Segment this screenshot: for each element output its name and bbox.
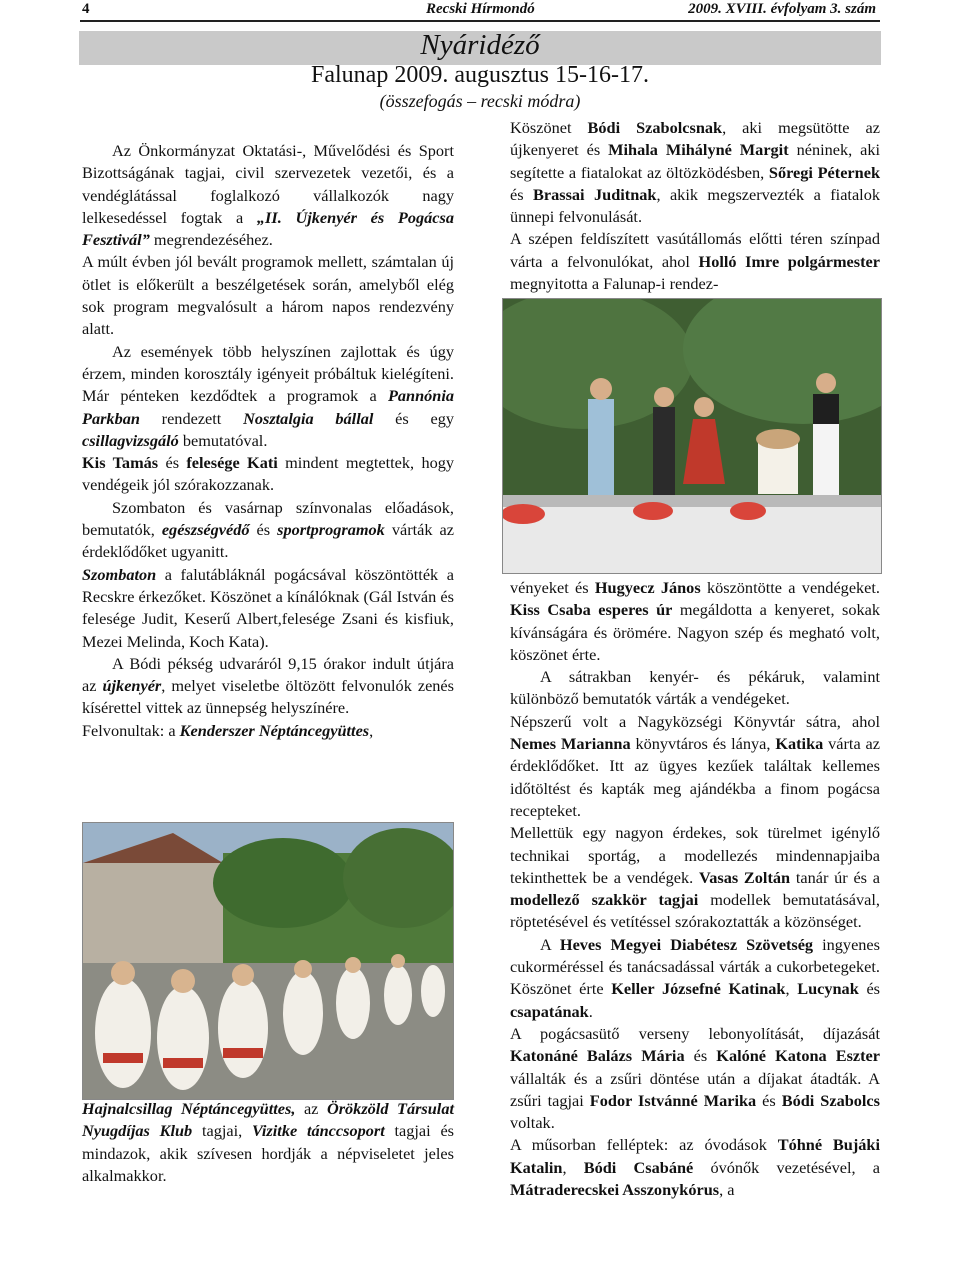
paragraph: Kis Tamás és felesége Kati mindent megtettek, hogy vendégeik jól szórakozzanak. <box>82 453 455 495</box>
paragraph: Hajnalcsillag Néptáncegyüttes, az Örökzöld Társulat Nyugdíjas Klub tagjai, Vizitke tánccsoport tagjai és mindazok, akik szívesen hordják a népviseletet jeles alkalmakkor. <box>82 1099 455 1185</box>
paragraph: A pogácsasütő verseny lebonyolítását, díjazását Katonáné Balázs Mária és Kalóné Katona Eszter vállalták és a zsűri döntése után a díjakat átadták. A zsűri tagjai Fodor Istvánné Marika és Bódi Szabolcs voltak. <box>510 1023 881 1133</box>
paragraph: A múlt évben jól bevált programok mellett, számtalan új ötlet is előkerült a beszélgetések során, amelyből elég sok program megvalósult a három napos rendezvény alatt. <box>82 252 454 339</box>
page-header <box>80 0 880 22</box>
paragraph: A műsorban felléptek: az óvodások Tóhné Bujáki Katalin, Bódi Csabáné óvónők vezetésével, a Mátraderecskei Asszonykórus, a <box>510 1135 880 1200</box>
paragraph: vényeket és Hugyecz János köszöntötte a vendégeket. Kiss Csaba esperes úr megáldotta a kenyeret, sokak kívánságára és örömére. Nagyon szép és megható volt, köszönet érte. <box>510 578 881 664</box>
paragraph: Az Önkormányzat Oktatási-, Művelődési és Sport Bizottságának tagjai, civil szervezetek vezetői, és a vendéglátással foglalkozó vállalkozók nagy lelkesedéssel fogtak a „II. Újkenyér és Pogácsa Fesztivál” megrendezéséhez. <box>82 141 454 250</box>
paragraph: A szépen feldíszített vasútállomás előtti téren színpad várta a felvonulókat, ahol Holló Imre polgármester megnyitotta a Falunap-i rendez- <box>510 229 880 294</box>
section-name: Nyáridéző <box>420 29 540 61</box>
right-column-continued <box>510 577 880 1201</box>
paragraph: Mellettük egy nagyon érdekes, sok türelmet igénylő technikai sportág, a modellezés mindennapjaiba tekinthettek be a vendégek. Vasas Zoltán tanár úr és a modellező szakkör tagjai modellek bemutatásával, röptetésével és vetítéssel szórakoztatták a közönséget. <box>510 823 881 932</box>
paragraph: Köszönet Bódi Szabolcsnak, aki megsütötte az újkenyeret és Mihala Mihályné Margit néninek, aki segítette a fiatalokat az öltözködésben, Sőregi Péternek és Brassai Juditnak, akik megszervezték a fiatalok ünnepi felvonulását. <box>510 118 881 227</box>
left-column-continued <box>82 1098 454 1187</box>
paragraph: A Bódi pékség udvaráról 9,15 órakor indult útjára az újkenyér, melyet viseletbe öltözött felvonulók zenés kísérettel vittek az ünnepség helyszínére. <box>82 653 454 718</box>
paragraph: Felvonultak: a Kenderszer Néptáncegyüttes, <box>82 720 374 740</box>
publication-name: Recski Hírmondó <box>426 1 535 17</box>
paragraph: Népszerű volt a Nagyközségi Könyvtár sátra, ahol Nemes Marianna könyvtáros és lánya, Katika várta az érdeklődőket. Itt az ügyes kezűek találtak kellemes időtöltést és kapták meg ajándékba a finom pogácsa recepteket. <box>510 711 880 820</box>
paragraph: Szombaton és vasárnap színvonalas előadások, bemutatók, egészségvédő és sportprogramok várták az érdeklődőket ugyanitt. <box>82 497 454 562</box>
right-column <box>510 117 880 295</box>
paragraph: Az események több helyszínen zajlottak és úgy érzem, minden korosztály igényeit próbáltuk kielégíteni. Már pénteken kezdődtek a programok a Pannónia Parkban rendezett Nosztalgia bállal és egy csillagvizsgáló bemutatóval. <box>82 341 454 450</box>
paragraph: Szombaton a falutábláknál pogácsával köszöntötték a Recskre érkezőket. Köszönet a kínálóknak (Gál István és felesége Judit, Keserű Albert,felesége Zsani és kisfiuk, Mezei Melinda, Koch Kata). <box>82 564 454 651</box>
article-subtitle: (összefogás – recski módra) <box>379 91 581 111</box>
procession-photo <box>82 822 454 1100</box>
page-number: 4 <box>82 1 90 17</box>
article-title: Falunap 2009. augusztus 15-16-17. <box>311 62 649 88</box>
issue-label: 2009. XVIII. évfolyam 3. szám <box>688 1 876 17</box>
paragraph: A sátrakban kenyér- és pékáruk, valamint különböző bemutatók várták a vendégeket. <box>510 667 880 709</box>
stage-photo <box>502 298 882 574</box>
paragraph: A Heves Megyei Diabétesz Szövetség ingyenes cukorméréssel és tanácsadással várták a cukorbetegeket. Köszönet érte Keller Józsefné Katinak, Lucynak és csapatának. <box>510 934 881 1021</box>
left-column <box>82 140 454 742</box>
